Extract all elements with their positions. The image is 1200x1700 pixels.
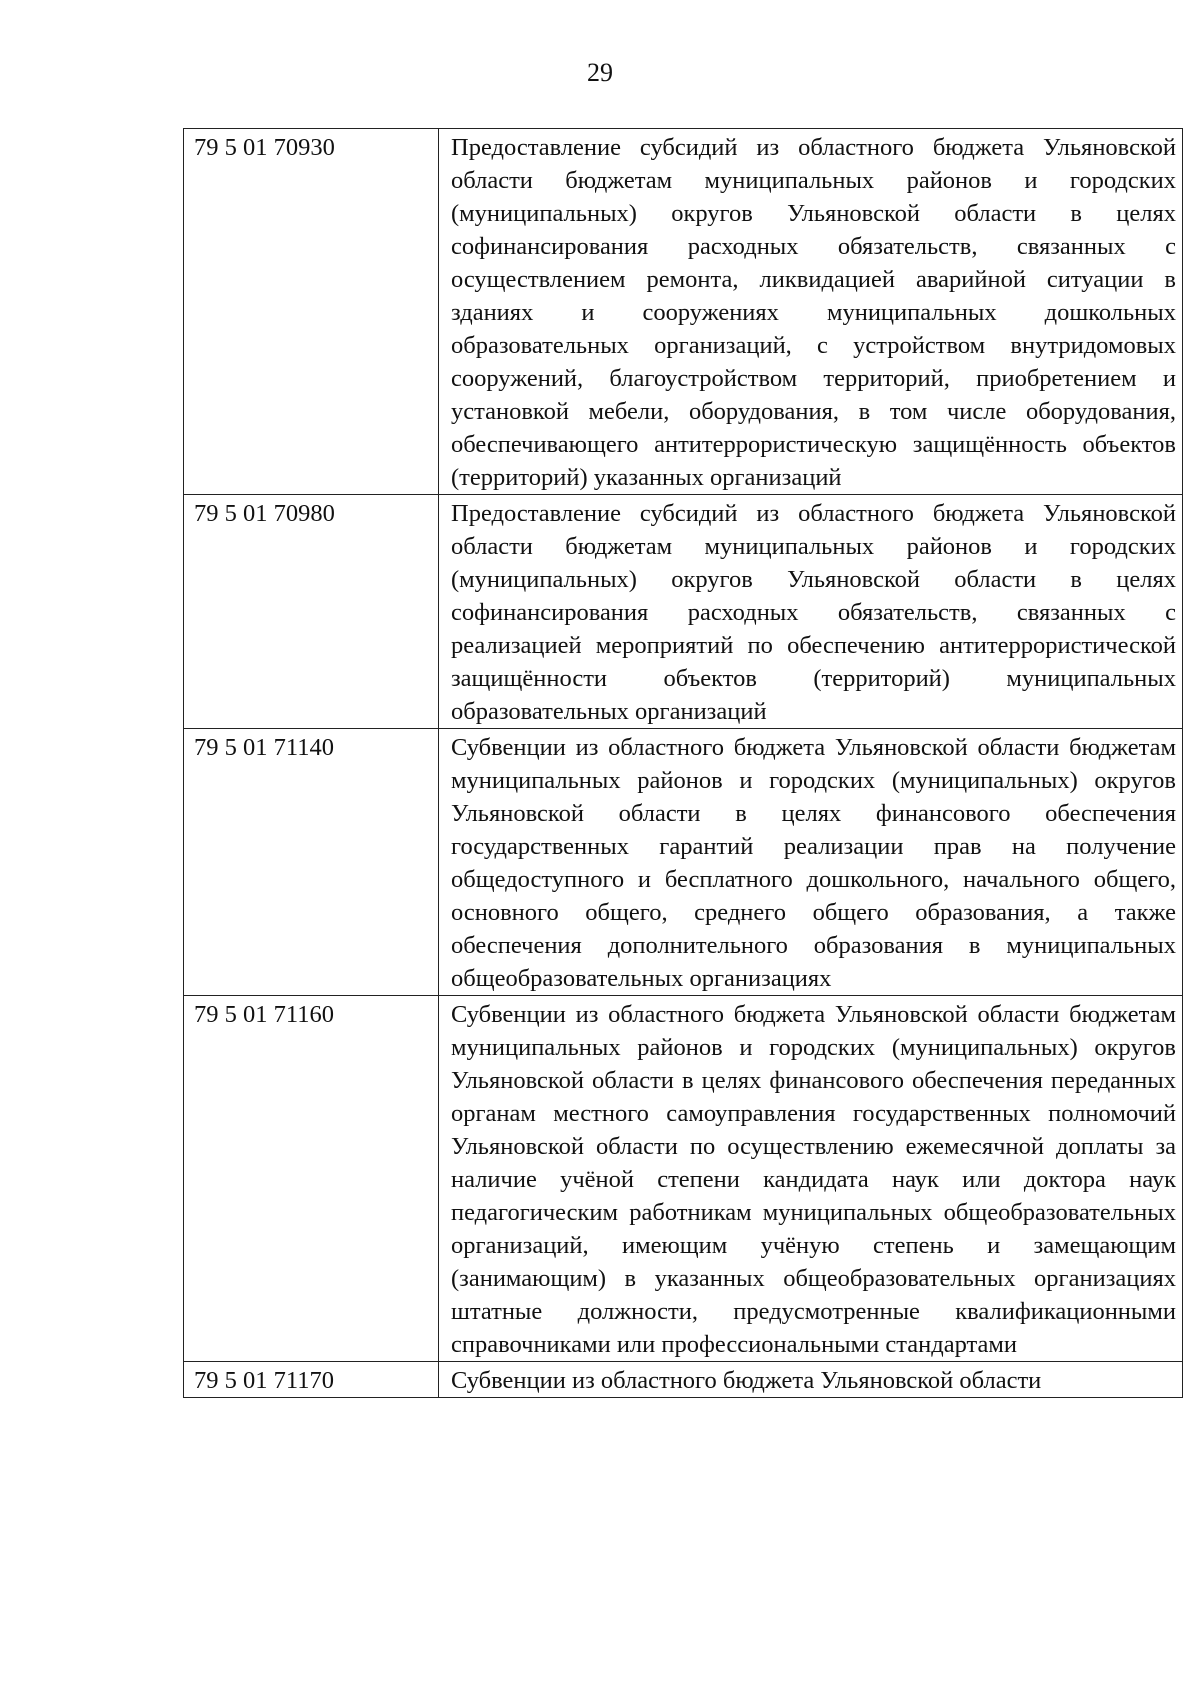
table-row: [184, 1362, 1183, 1398]
page-number: 29: [587, 58, 613, 87]
description-cell: Субвенции из областного бюджета Ульяновской области бюджетам муниципальных районов и городских (муниципальных) округов Ульяновской области в целях финансового обеспечения государственных гарантий реализации прав на получение общедоступного и бесплатного дошкольного, начального общего, основного общего, среднего общего образования, а также обеспечения дополнительного образования в муниципальных общеобразовательных организациях: [439, 729, 1183, 996]
budget-code-cell: 79 5 01 71140: [184, 729, 439, 996]
table-row: [184, 729, 1183, 996]
description-cell: Предоставление субсидий из областного бюджета Ульяновской области бюджетам муниципальных районов и городских (муниципальных) округов Ульяновской области в целях софинансирования расходных обязательств, связанных с реализацией мероприятий по обеспечению антитеррористической защищённости объектов (территорий) муниципальных образовательных организаций: [439, 495, 1183, 729]
table-row: [184, 129, 1183, 495]
table-row: [184, 495, 1183, 729]
budget-code-cell: 79 5 01 71170: [184, 1362, 439, 1398]
table-row: [184, 996, 1183, 1362]
description-cell: Субвенции из областного бюджета Ульяновской области бюджетам муниципальных районов и городских (муниципальных) округов Ульяновской области в целях финансового обеспечения переданных органам местного самоуправления государственных полномочий Ульяновской области по осуществлению ежемесячной доплаты за наличие учёной степени кандидата наук или доктора наук педагогическим работникам муниципальных общеобразовательных организаций, имеющим учёную степень и замещающим (занимающим) в указанных общеобразовательных организациях штатные должности, предусмотренные квалификационными справочниками или профессиональными стандартами: [439, 996, 1183, 1362]
budget-code-cell: 79 5 01 71160: [184, 996, 439, 1362]
description-cell: Предоставление субсидий из областного бюджета Ульяновской области бюджетам муниципальных районов и городских (муниципальных) округов Ульяновской области в целях софинансирования расходных обязательств, связанных с осуществлением ремонта, ликвидацией аварийной ситуации в зданиях и сооружениях муниципальных дошкольных образовательных организаций, с устройством внутридомовых сооружений, благоустройством территорий, приобретением и установкой мебели, оборудования, в том числе оборудования, обеспечивающего антитеррористическую защищённость объектов (территорий) указанных организаций: [439, 129, 1183, 495]
budget-codes-table: [183, 128, 1183, 1398]
budget-code-cell: 79 5 01 70930: [184, 129, 439, 495]
description-cell: Субвенции из областного бюджета Ульяновской области: [439, 1362, 1183, 1398]
budget-code-cell: 79 5 01 70980: [184, 495, 439, 729]
